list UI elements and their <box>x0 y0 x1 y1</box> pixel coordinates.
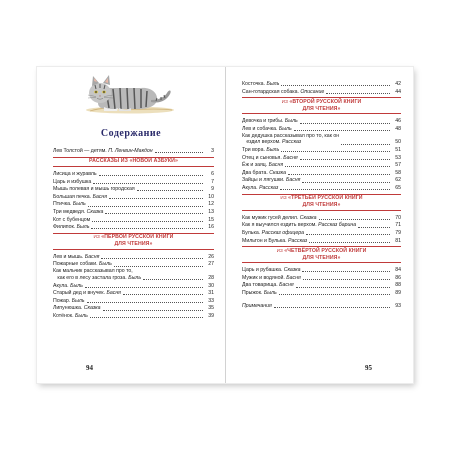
dot-leader <box>303 279 390 280</box>
section-rule <box>53 166 214 167</box>
dot-leader <box>285 166 390 167</box>
section-name: «ЧЕТВЁРТОЙ РУССКОЙ КНИГИ ДЛЯ ЧТЕНИЯ» <box>284 247 367 261</box>
toc-entry-page: 51 <box>395 147 401 154</box>
toc-entry-text: Царь и рубашка. <box>242 267 283 274</box>
toc-entry-title <box>53 290 121 297</box>
section-rule <box>242 113 401 114</box>
toc-entry-text: Три вора. <box>242 147 265 154</box>
toc-entry-genre: Быль <box>265 81 280 88</box>
page-number-left: 94 <box>86 364 93 372</box>
dot-leader <box>90 317 203 318</box>
toc-entry-text: Зайцы и лягушки. <box>242 177 285 184</box>
toc-entry-title <box>53 201 86 208</box>
toc-entry-genre: Быль <box>277 125 292 132</box>
toc-entry-title <box>242 170 286 177</box>
toc-entry-genre: Рассказ барина <box>316 222 357 229</box>
dot-leader <box>99 175 203 176</box>
toc-entry-text: Кот с бубенцом <box>53 216 91 223</box>
toc-entry-text: Два товарища. <box>242 282 278 289</box>
toc-entry-title <box>242 238 307 245</box>
toc-entry-title <box>242 162 283 169</box>
toc-entry-page: 86 <box>395 274 401 281</box>
section-title <box>282 98 362 114</box>
toc-entry <box>53 260 214 268</box>
toc-entry-title <box>53 217 90 224</box>
toc-entry-title <box>242 222 356 229</box>
toc-entry-page: 6 <box>211 171 214 178</box>
dot-leader <box>103 310 204 311</box>
toc-entry-page: 10 <box>208 193 214 200</box>
toc-entry <box>242 88 401 96</box>
toc-entry-text: Большая печка. <box>53 193 92 200</box>
toc-entry-genre: Примечания <box>242 302 272 309</box>
toc-entry-text: Прыжок. <box>242 289 263 296</box>
dot-leader <box>300 123 390 124</box>
toc-entry-page: 39 <box>208 312 214 319</box>
toc-entry-page: 62 <box>395 177 401 184</box>
toc-entry <box>53 208 214 216</box>
toc-entry-page: 84 <box>395 267 401 274</box>
toc-entry-page: 16 <box>208 224 214 231</box>
toc-entry-text: Лев Толстой — детям. <box>53 148 107 155</box>
toc-entry-title <box>242 267 300 274</box>
toc-entry <box>53 297 214 305</box>
dot-leader <box>91 228 203 229</box>
toc-entry-genre: Сказка <box>282 267 301 274</box>
toc-entry-genre: Быль <box>73 312 88 319</box>
toc-entry-genre: Рассказ <box>257 185 279 192</box>
toc-entry-text: Пожарные собаки. <box>53 261 98 268</box>
toc-entry-page: 12 <box>208 201 214 208</box>
section-prefix: ИЗ <box>93 234 102 240</box>
toc-entry <box>53 200 214 208</box>
toc-entry <box>242 281 401 289</box>
toc-entry-text: Липунюшка. <box>53 305 83 312</box>
toc-entry-text: Мужик и водяной. <box>242 274 285 281</box>
toc-entry-genre: Быль <box>262 289 277 296</box>
toc-entry-text: Царь и избушка <box>53 178 92 185</box>
toc-entry-page: 31 <box>208 290 214 297</box>
toc-entry <box>242 154 401 162</box>
dot-leader <box>109 198 203 199</box>
toc-entry-title <box>242 155 298 162</box>
toc-entry-genre: Басня <box>277 282 294 289</box>
toc-entry <box>53 185 214 193</box>
dot-leader <box>155 152 203 153</box>
toc-entry-genre: Басня <box>91 193 108 200</box>
toc-entry-title <box>242 133 339 146</box>
dot-leader <box>274 307 390 308</box>
toc-entry <box>53 178 214 186</box>
toc-entry-text: Как мужик гусей делил. <box>242 214 299 221</box>
toc-title: Содержание <box>100 128 162 139</box>
toc-entry <box>242 289 401 297</box>
toc-entry-page: 44 <box>395 88 401 95</box>
section-prefix: ИЗ <box>281 98 290 104</box>
toc-entry-genre: Быль <box>68 282 83 289</box>
section-name: «ВТОРОЙ РУССКОЙ КНИГИ ДЛЯ ЧТЕНИЯ» <box>289 98 362 112</box>
dot-leader <box>123 294 203 295</box>
toc-entry-title <box>242 118 298 125</box>
dot-leader <box>326 93 390 94</box>
toc-entry-title <box>53 194 107 201</box>
toc-entry <box>53 281 214 289</box>
toc-entry-genre: Быль <box>75 224 90 231</box>
dot-leader <box>88 206 203 207</box>
toc-entry <box>53 268 214 282</box>
toc-entry-title <box>53 313 88 320</box>
toc-entry-title <box>242 290 277 297</box>
toc-entry-page: 33 <box>208 297 214 304</box>
dot-leader <box>294 130 390 131</box>
toc-entry-page: 48 <box>395 125 401 132</box>
dot-leader <box>302 271 390 272</box>
toc-entry-page: 7 <box>211 178 214 185</box>
toc-entry-title <box>53 283 83 290</box>
toc-entry-genre: Сказка <box>267 169 286 176</box>
toc-entry-page: 93 <box>395 302 401 309</box>
toc-entry <box>242 146 401 154</box>
toc-entry <box>53 193 214 201</box>
toc-entry <box>242 161 401 169</box>
toc-entry <box>53 147 214 155</box>
toc-entry-title <box>242 282 294 289</box>
toc-entry-text: Котёнок. <box>53 312 74 319</box>
toc-entry-text: Сан-готардская собака. <box>242 88 299 95</box>
dot-leader <box>143 279 203 280</box>
toc-entry-page: 27 <box>208 261 214 268</box>
toc-entry-text: Мышь полевая и мышь городская <box>53 186 135 193</box>
toc-entry <box>242 214 401 222</box>
dot-leader <box>105 213 203 214</box>
section-name: «ПЕРВОЙ РУССКОЙ КНИГИ ДЛЯ ЧТЕНИЯ» <box>101 234 174 248</box>
toc-entry-title <box>53 261 112 268</box>
section-rule <box>242 262 401 263</box>
toc-entry <box>53 289 214 297</box>
toc-entry-text: Косточка. <box>242 81 266 88</box>
toc-entry-title <box>53 268 141 281</box>
toc-entry-page: 88 <box>395 282 401 289</box>
toc-entry-text: Два брата. <box>242 169 268 176</box>
toc-entry-page: 71 <box>395 222 401 229</box>
toc-entry-page: 13 <box>208 209 214 215</box>
toc-entry <box>242 301 401 309</box>
cat-illustration <box>84 71 176 115</box>
toc-entry-title <box>53 171 97 178</box>
dot-leader <box>92 221 203 222</box>
toc-entry-text: Как я выучился ездить верхом. <box>242 222 317 229</box>
dot-leader <box>87 302 203 303</box>
toc-entry-title <box>242 177 300 184</box>
page-number-right: 95 <box>365 364 372 372</box>
toc-entry <box>242 169 401 177</box>
section-title <box>89 157 178 166</box>
toc-entry-title <box>242 89 324 96</box>
toc-entry <box>242 266 401 274</box>
section-title <box>94 233 174 249</box>
toc-entry-title <box>242 275 301 282</box>
toc-entry <box>242 125 401 133</box>
toc-entry-title <box>53 224 89 231</box>
toc-entry-genre: Рассказ <box>286 237 308 244</box>
dot-leader <box>93 183 203 184</box>
toc-entry-genre: Описание <box>298 88 325 95</box>
toc-section-heading <box>242 97 401 114</box>
toc-entry-page: 58 <box>395 169 401 176</box>
toc-entry-text: Лев и мышь. <box>53 253 84 260</box>
left-page <box>37 67 225 383</box>
toc-entry-page: 57 <box>395 162 401 169</box>
toc-entry-genre: Быль <box>71 201 86 208</box>
toc-entry <box>242 176 401 184</box>
toc-entry-page: 28 <box>208 274 214 281</box>
toc-entry <box>53 170 214 178</box>
dot-leader <box>306 234 390 235</box>
toc-entry-genre: Сказка <box>298 214 317 221</box>
toc-entry-genre: Басня <box>284 177 301 184</box>
toc-entry-genre: Басня <box>83 253 100 260</box>
toc-entry-text: Девочка и грибы. <box>242 118 284 125</box>
toc-entry-page: 79 <box>395 229 401 236</box>
toc-entry-genre: Сказка <box>82 305 101 312</box>
toc-entry-text: Птичка. <box>53 201 72 208</box>
toc-entry-title <box>53 254 99 261</box>
toc-entry-title <box>53 186 135 193</box>
dot-leader <box>101 258 203 259</box>
toc-entry-title <box>242 81 279 88</box>
section-rule <box>242 210 401 211</box>
toc-entry-text: Отец и сыновья. <box>242 154 282 161</box>
toc-entry-page: 42 <box>395 81 401 88</box>
dot-leader <box>358 227 390 228</box>
dot-leader <box>280 189 390 190</box>
toc-entry-title <box>242 230 304 237</box>
toc-entry <box>242 274 401 282</box>
toc-entry-title <box>242 126 292 133</box>
dot-leader <box>341 144 390 145</box>
toc-entry-text: Как дедушка рассказывал про то, как он ездил верхом. <box>242 132 340 146</box>
toc-entry-title <box>53 298 85 305</box>
left-toc-list <box>53 147 214 319</box>
section-name: РАССКАЗЫ ИЗ «НОВОЙ АЗБУКИ» <box>89 158 178 165</box>
toc-entry-genre: Быль <box>283 118 298 125</box>
toc-entry-title <box>53 209 103 216</box>
dot-leader <box>279 294 390 295</box>
toc-entry-text: Мильтон и Булька. <box>242 237 287 244</box>
toc-entry <box>53 216 214 224</box>
dot-leader <box>85 287 203 288</box>
toc-entry-text: Как мальчик рассказывал про то, как его в лесу застала гроза. <box>53 268 133 281</box>
dot-leader <box>137 190 203 191</box>
toc-section-heading <box>53 233 214 250</box>
dot-leader <box>309 242 390 243</box>
dot-leader <box>302 182 390 183</box>
toc-entry-genre: Быль <box>264 147 280 154</box>
dot-leader <box>114 266 203 267</box>
dot-leader <box>281 151 390 152</box>
toc-entry <box>242 221 401 229</box>
toc-entry <box>242 236 401 244</box>
toc-entry-page: 46 <box>395 118 401 125</box>
dot-leader <box>319 219 390 220</box>
toc-entry-text: Лисица и журавль <box>53 171 97 178</box>
toc-entry-text: Ёж и заяц. <box>242 162 268 169</box>
toc-entry <box>53 253 214 261</box>
toc-entry-text: Филипок. <box>53 224 76 231</box>
toc-entry-genre: Быль <box>126 274 142 281</box>
toc-entry <box>53 312 214 320</box>
toc-entry-title <box>242 185 278 192</box>
toc-section-heading <box>242 194 401 211</box>
toc-entry-title <box>53 148 153 155</box>
toc-entry-title <box>242 215 317 222</box>
dot-leader <box>296 287 390 288</box>
toc-entry-page: 53 <box>395 154 401 161</box>
toc-entry-title <box>242 303 272 310</box>
section-prefix: ИЗ <box>280 195 289 201</box>
right-toc-list <box>242 80 401 309</box>
toc-entry-page: 70 <box>395 214 401 221</box>
right-page <box>226 67 413 383</box>
toc-entry-genre: Быль <box>97 261 112 268</box>
toc-entry-genre: Басня <box>281 154 298 161</box>
section-title <box>280 194 362 210</box>
toc-entry-text: Акула. <box>53 282 69 289</box>
toc-entry <box>53 223 214 231</box>
section-name: «ТРЕТЬЕЙ РУССКОЙ КНИГИ ДЛЯ ЧТЕНИЯ» <box>288 195 363 209</box>
toc-entry-text: Пожар. <box>53 297 71 304</box>
toc-section-heading <box>242 246 401 263</box>
toc-entry-genre: Рассказ <box>280 139 302 146</box>
section-prefix: ИЗ <box>276 247 285 253</box>
toc-entry-title <box>53 179 91 186</box>
toc-entry <box>53 304 214 312</box>
toc-entry-title <box>53 305 101 312</box>
toc-entry-page: 26 <box>208 253 214 260</box>
toc-entry-genre: Быль <box>70 297 85 304</box>
toc-entry-page: 3 <box>211 148 214 155</box>
toc-entry-page: 65 <box>395 185 401 192</box>
toc-entry-page: 50 <box>395 139 401 146</box>
dot-leader <box>288 174 390 175</box>
toc-entry-page: 81 <box>395 237 401 244</box>
dot-leader <box>300 159 390 160</box>
toc-entry-page: 35 <box>208 305 214 312</box>
toc-entry-text: Старый дед и внучек. <box>53 290 106 297</box>
toc-entry-text: Лев и собачка. <box>242 125 278 132</box>
section-title <box>277 247 367 263</box>
toc-entry <box>242 132 401 146</box>
toc-section-heading <box>53 157 214 167</box>
toc-entry <box>242 229 401 237</box>
toc-entry <box>242 117 401 125</box>
toc-entry-page: 9 <box>211 186 214 193</box>
toc-entry-genre: П. Ленвин-Макдон <box>106 148 153 155</box>
toc-entry-text: Три медведя. <box>53 209 86 215</box>
toc-entry <box>242 184 401 192</box>
toc-entry-genre: Басня <box>105 290 121 297</box>
section-rule <box>53 249 214 250</box>
toc-entry-page: 89 <box>395 289 401 296</box>
toc-entry-genre: Басня <box>267 162 284 169</box>
toc-entry-text: Акула. <box>242 185 258 192</box>
toc-entry <box>242 80 401 88</box>
toc-entry-text: Булька. <box>242 229 261 236</box>
toc-entry-title <box>242 147 279 154</box>
toc-entry-page: 30 <box>208 282 214 289</box>
toc-entry-genre: Рассказ офицера <box>260 229 304 236</box>
toc-entry-page: 15 <box>208 216 214 223</box>
toc-entry-genre: Басня <box>284 274 301 281</box>
dot-leader <box>281 85 390 86</box>
toc-entry-genre: Сказка <box>85 209 104 215</box>
